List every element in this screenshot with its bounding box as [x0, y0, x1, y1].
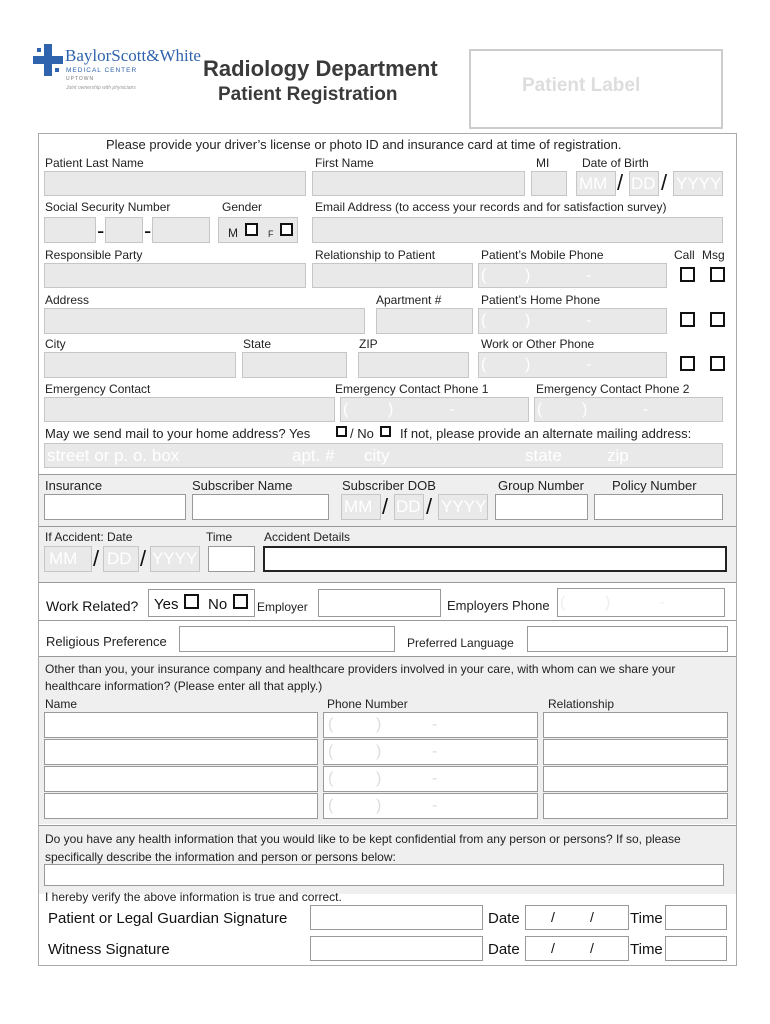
accident-details-field[interactable]: [263, 546, 727, 572]
dob-day-placeholder: DD: [631, 174, 656, 193]
logo-cross-icon: [33, 44, 63, 76]
share-question: Other than you, your insurance company and healthcare providers involved in your care, with whom can we share your healthcare information? (Please enter all that apply.): [45, 662, 676, 693]
mobile-placeholder-close: ): [525, 267, 531, 284]
witness-time-label: Time: [630, 941, 663, 958]
call-label: Call: [674, 248, 695, 262]
share-phone-placeholder-dash: -: [432, 743, 438, 760]
subscriber-dob-label: Subscriber DOB: [342, 478, 436, 493]
witness-time-field[interactable]: [665, 936, 727, 961]
share-phone-placeholder-dash: -: [432, 716, 438, 733]
policy-label: Policy Number: [612, 478, 697, 493]
share-phone-placeholder-close: ): [376, 797, 382, 814]
subscriber-dob-slash: /: [426, 494, 433, 519]
insurance-label: Insurance: [45, 478, 103, 493]
accident-slash: /: [93, 546, 100, 571]
divider: [39, 474, 736, 475]
mobile-placeholder-dash: -: [586, 267, 592, 284]
accident-time-label: Time: [206, 530, 233, 544]
work-phone-placeholder-dash: -: [586, 356, 592, 373]
gender-f-checkbox[interactable]: [280, 223, 293, 236]
share-phone-placeholder-open: (: [328, 770, 334, 787]
mobile-placeholder-open: (: [481, 267, 487, 284]
accident-year-placeholder: YYYY: [152, 549, 198, 568]
logo-tagline: Joint ownership with physicians: [66, 85, 136, 91]
patient-label-text: Patient Label: [522, 75, 641, 96]
first-name-field[interactable]: [312, 171, 525, 196]
last-name-field[interactable]: [44, 171, 306, 196]
email-field[interactable]: [312, 217, 723, 243]
accident-time-field[interactable]: [208, 546, 255, 572]
share-relationship-header: Relationship: [548, 697, 615, 711]
share-phone-field[interactable]: [323, 712, 538, 738]
employers-phone-placeholder-dash: -: [660, 594, 666, 611]
mobile-msg-checkbox[interactable]: [710, 267, 725, 282]
divider: [39, 656, 736, 657]
ssn-dash: -: [144, 218, 152, 243]
share-phone-placeholder-close: ): [376, 770, 382, 787]
emergency1-placeholder-close: ): [388, 401, 394, 418]
alt-street-placeholder: street or p. o. box: [47, 446, 180, 465]
share-name-field[interactable]: [44, 793, 318, 819]
work-phone-placeholder-close: ): [525, 356, 531, 373]
relationship-label: Relationship to Patient: [315, 248, 436, 262]
dob-slash: /: [661, 170, 668, 195]
logo-name: BaylorScott&White: [65, 46, 201, 65]
patient-date-label: Date: [488, 910, 520, 927]
patient-signature-label: Patient or Legal Guardian Signature: [48, 910, 288, 927]
patient-signature-field[interactable]: [310, 905, 483, 930]
state-label: State: [243, 337, 272, 351]
email-label: Email Address (to access your records and for satisfaction survey): [315, 200, 667, 214]
accident-date-label: If Accident: Date: [45, 530, 133, 544]
employer-label: Employer: [257, 600, 308, 614]
divider: [39, 526, 736, 527]
emergency2-label: Emergency Contact Phone 2: [536, 382, 690, 396]
subscriber-field[interactable]: [192, 494, 329, 520]
home-phone-placeholder-open: (: [481, 312, 487, 329]
relationship-field[interactable]: [312, 263, 473, 288]
policy-field[interactable]: [594, 494, 723, 520]
employers-phone-placeholder-open: (: [560, 594, 566, 611]
accident-slash: /: [140, 546, 147, 571]
share-phone-placeholder-dash: -: [432, 797, 438, 814]
mi-label: MI: [536, 156, 550, 170]
verify-statement: I hereby verify the above information is true and correct.: [45, 890, 342, 904]
share-name-field[interactable]: [44, 712, 318, 738]
emergency-label: Emergency Contact: [45, 382, 151, 396]
work-related-yes-checkbox[interactable]: [184, 594, 199, 609]
dob-month-placeholder: MM: [579, 174, 608, 193]
group-field[interactable]: [495, 494, 588, 520]
emergency1-field[interactable]: [340, 397, 529, 422]
share-phone-placeholder-close: ): [376, 716, 382, 733]
mobile-label: Patient’s Mobile Phone: [481, 248, 604, 262]
subscriber-dob-slash: /: [382, 494, 389, 519]
witness-date-field[interactable]: [525, 936, 629, 961]
mail-yes-checkbox[interactable]: [336, 426, 347, 437]
ssn-dash: -: [97, 218, 105, 243]
gender-m-checkbox[interactable]: [245, 223, 258, 236]
work-call-checkbox[interactable]: [680, 356, 695, 371]
employer-field[interactable]: [318, 589, 441, 617]
share-relationship-field[interactable]: [543, 739, 728, 765]
mail-no-checkbox[interactable]: [380, 426, 391, 437]
logo-sub2: UPTOWN: [66, 76, 95, 82]
share-relationship-field[interactable]: [543, 712, 728, 738]
share-phone-placeholder-open: (: [328, 797, 334, 814]
dob-label: Date of Birth: [582, 156, 649, 170]
city-label: City: [45, 337, 66, 351]
zip-label: ZIP: [359, 337, 378, 351]
mobile-field[interactable]: [478, 263, 667, 288]
work-phone-placeholder-open: (: [481, 356, 487, 373]
state-field[interactable]: [242, 352, 347, 378]
witness-date-slash: /: [551, 940, 555, 956]
patient-time-label: Time: [630, 910, 663, 927]
ssn-part2-field[interactable]: [105, 217, 143, 243]
witness-date-label: Date: [488, 941, 520, 958]
subscriber-dob-month-placeholder: MM: [344, 497, 373, 516]
patient-date-slash: /: [590, 909, 594, 925]
mobile-call-checkbox[interactable]: [680, 267, 695, 282]
religious-label: Religious Preference: [46, 634, 167, 649]
divider: [39, 825, 736, 826]
patient-time-field[interactable]: [665, 905, 727, 930]
dob-year-placeholder: YYYY: [676, 174, 722, 193]
work-phone-label: Work or Other Phone: [481, 337, 595, 351]
first-name-label: First Name: [315, 156, 374, 170]
accident-month-placeholder: MM: [49, 549, 78, 568]
mail-alt-label: If not, please provide an alternate mailing address:: [400, 426, 692, 441]
dob-slash: /: [617, 170, 624, 195]
employers-phone-field[interactable]: [557, 588, 725, 617]
ssn-part3-field[interactable]: [152, 217, 210, 243]
accident-details-label: Accident Details: [264, 530, 351, 544]
religious-field[interactable]: [179, 626, 395, 652]
witness-date-slash: /: [590, 940, 594, 956]
last-name-label: Patient Last Name: [45, 156, 144, 170]
address-field[interactable]: [44, 308, 365, 334]
emergency1-placeholder-open: (: [343, 401, 349, 418]
share-relationship-field[interactable]: [543, 766, 728, 792]
emergency2-placeholder-open: (: [537, 401, 543, 418]
mail-no-label: / No: [350, 426, 374, 441]
emergency2-placeholder-dash: -: [643, 401, 649, 418]
work-related-label: Work Related?: [46, 598, 139, 614]
work-msg-checkbox[interactable]: [710, 356, 725, 371]
apartment-label: Apartment #: [376, 293, 442, 307]
share-name-field[interactable]: [44, 739, 318, 765]
page-subtitle: Patient Registration: [218, 84, 398, 105]
page-title: Radiology Department: [203, 56, 438, 81]
ssn-part1-field[interactable]: [44, 217, 96, 243]
instructions: Please provide your driver’s license or photo ID and insurance card at time of registration.: [106, 137, 622, 152]
confidential-question: Do you have any health information that you would like to be kept confidential from any person or persons? If so, please specifically describe the information and person or persons below:: [45, 832, 681, 864]
alt-city-placeholder: city: [364, 446, 390, 465]
subscriber-label: Subscriber Name: [192, 478, 293, 493]
logo-sub1: MEDICAL CENTER: [66, 67, 138, 74]
share-phone-placeholder-close: ): [376, 743, 382, 760]
work-phone-field[interactable]: [478, 352, 667, 378]
share-name-field[interactable]: [44, 766, 318, 792]
home-msg-checkbox[interactable]: [710, 312, 725, 327]
patient-date-field[interactable]: [525, 905, 629, 930]
work-related-yes-label: Yes: [154, 596, 179, 613]
emergency1-placeholder-dash: -: [449, 401, 455, 418]
confidential-field[interactable]: [44, 864, 724, 886]
mail-question: May we send mail to your home address? Yes: [45, 426, 311, 441]
home-phone-label: Patient’s Home Phone: [481, 293, 601, 307]
divider: [39, 620, 736, 621]
city-field[interactable]: [44, 352, 236, 378]
emergency1-label: Emergency Contact Phone 1: [335, 382, 489, 396]
home-phone-placeholder-dash: -: [586, 312, 592, 329]
witness-signature-field[interactable]: [310, 936, 483, 961]
witness-signature-label: Witness Signature: [48, 941, 170, 958]
group-label: Group Number: [498, 478, 584, 493]
gender-f-label: F: [268, 229, 274, 239]
employers-phone-label: Employers Phone: [447, 598, 550, 613]
responsible-field[interactable]: [44, 263, 306, 288]
patient-date-slash: /: [551, 909, 555, 925]
zip-field[interactable]: [358, 352, 469, 378]
home-phone-placeholder-close: ): [525, 312, 531, 329]
share-relationship-field[interactable]: [543, 793, 728, 819]
emergency2-placeholder-close: ): [582, 401, 588, 418]
mi-field[interactable]: [531, 171, 567, 196]
share-phone-field[interactable]: [323, 766, 538, 792]
home-call-checkbox[interactable]: [680, 312, 695, 327]
home-phone-field[interactable]: [478, 308, 667, 334]
emergency2-field[interactable]: [534, 397, 723, 422]
insurance-field[interactable]: [44, 494, 186, 520]
share-phone-placeholder-open: (: [328, 743, 334, 760]
accident-day-placeholder: DD: [107, 549, 132, 568]
ssn-label: Social Security Number: [45, 200, 171, 214]
share-phone-header: Phone Number: [327, 697, 408, 711]
language-field[interactable]: [527, 626, 728, 652]
alt-apt-placeholder: apt. #: [292, 446, 335, 465]
alt-zip-placeholder: zip: [607, 446, 629, 465]
share-name-header: Name: [45, 697, 78, 711]
work-related-no-checkbox[interactable]: [233, 594, 248, 609]
share-phone-placeholder-open: (: [328, 716, 334, 733]
subscriber-dob-year-placeholder: YYYY: [441, 497, 487, 516]
alt-state-placeholder: state: [525, 446, 562, 465]
divider: [39, 582, 736, 583]
language-label: Preferred Language: [407, 636, 514, 650]
emergency-field[interactable]: [44, 397, 335, 422]
gender-m-label: M: [228, 226, 238, 240]
employers-phone-placeholder-close: ): [605, 594, 611, 611]
share-phone-field[interactable]: [323, 739, 538, 765]
apartment-field[interactable]: [376, 308, 473, 334]
subscriber-dob-day-placeholder: DD: [396, 497, 421, 516]
work-related-no-label: No: [208, 596, 228, 613]
msg-label: Msg: [702, 248, 725, 262]
responsible-label: Responsible Party: [45, 248, 143, 262]
address-label: Address: [45, 293, 90, 307]
share-phone-field[interactable]: [323, 793, 538, 819]
share-phone-placeholder-dash: -: [432, 770, 438, 787]
gender-label: Gender: [222, 200, 263, 214]
